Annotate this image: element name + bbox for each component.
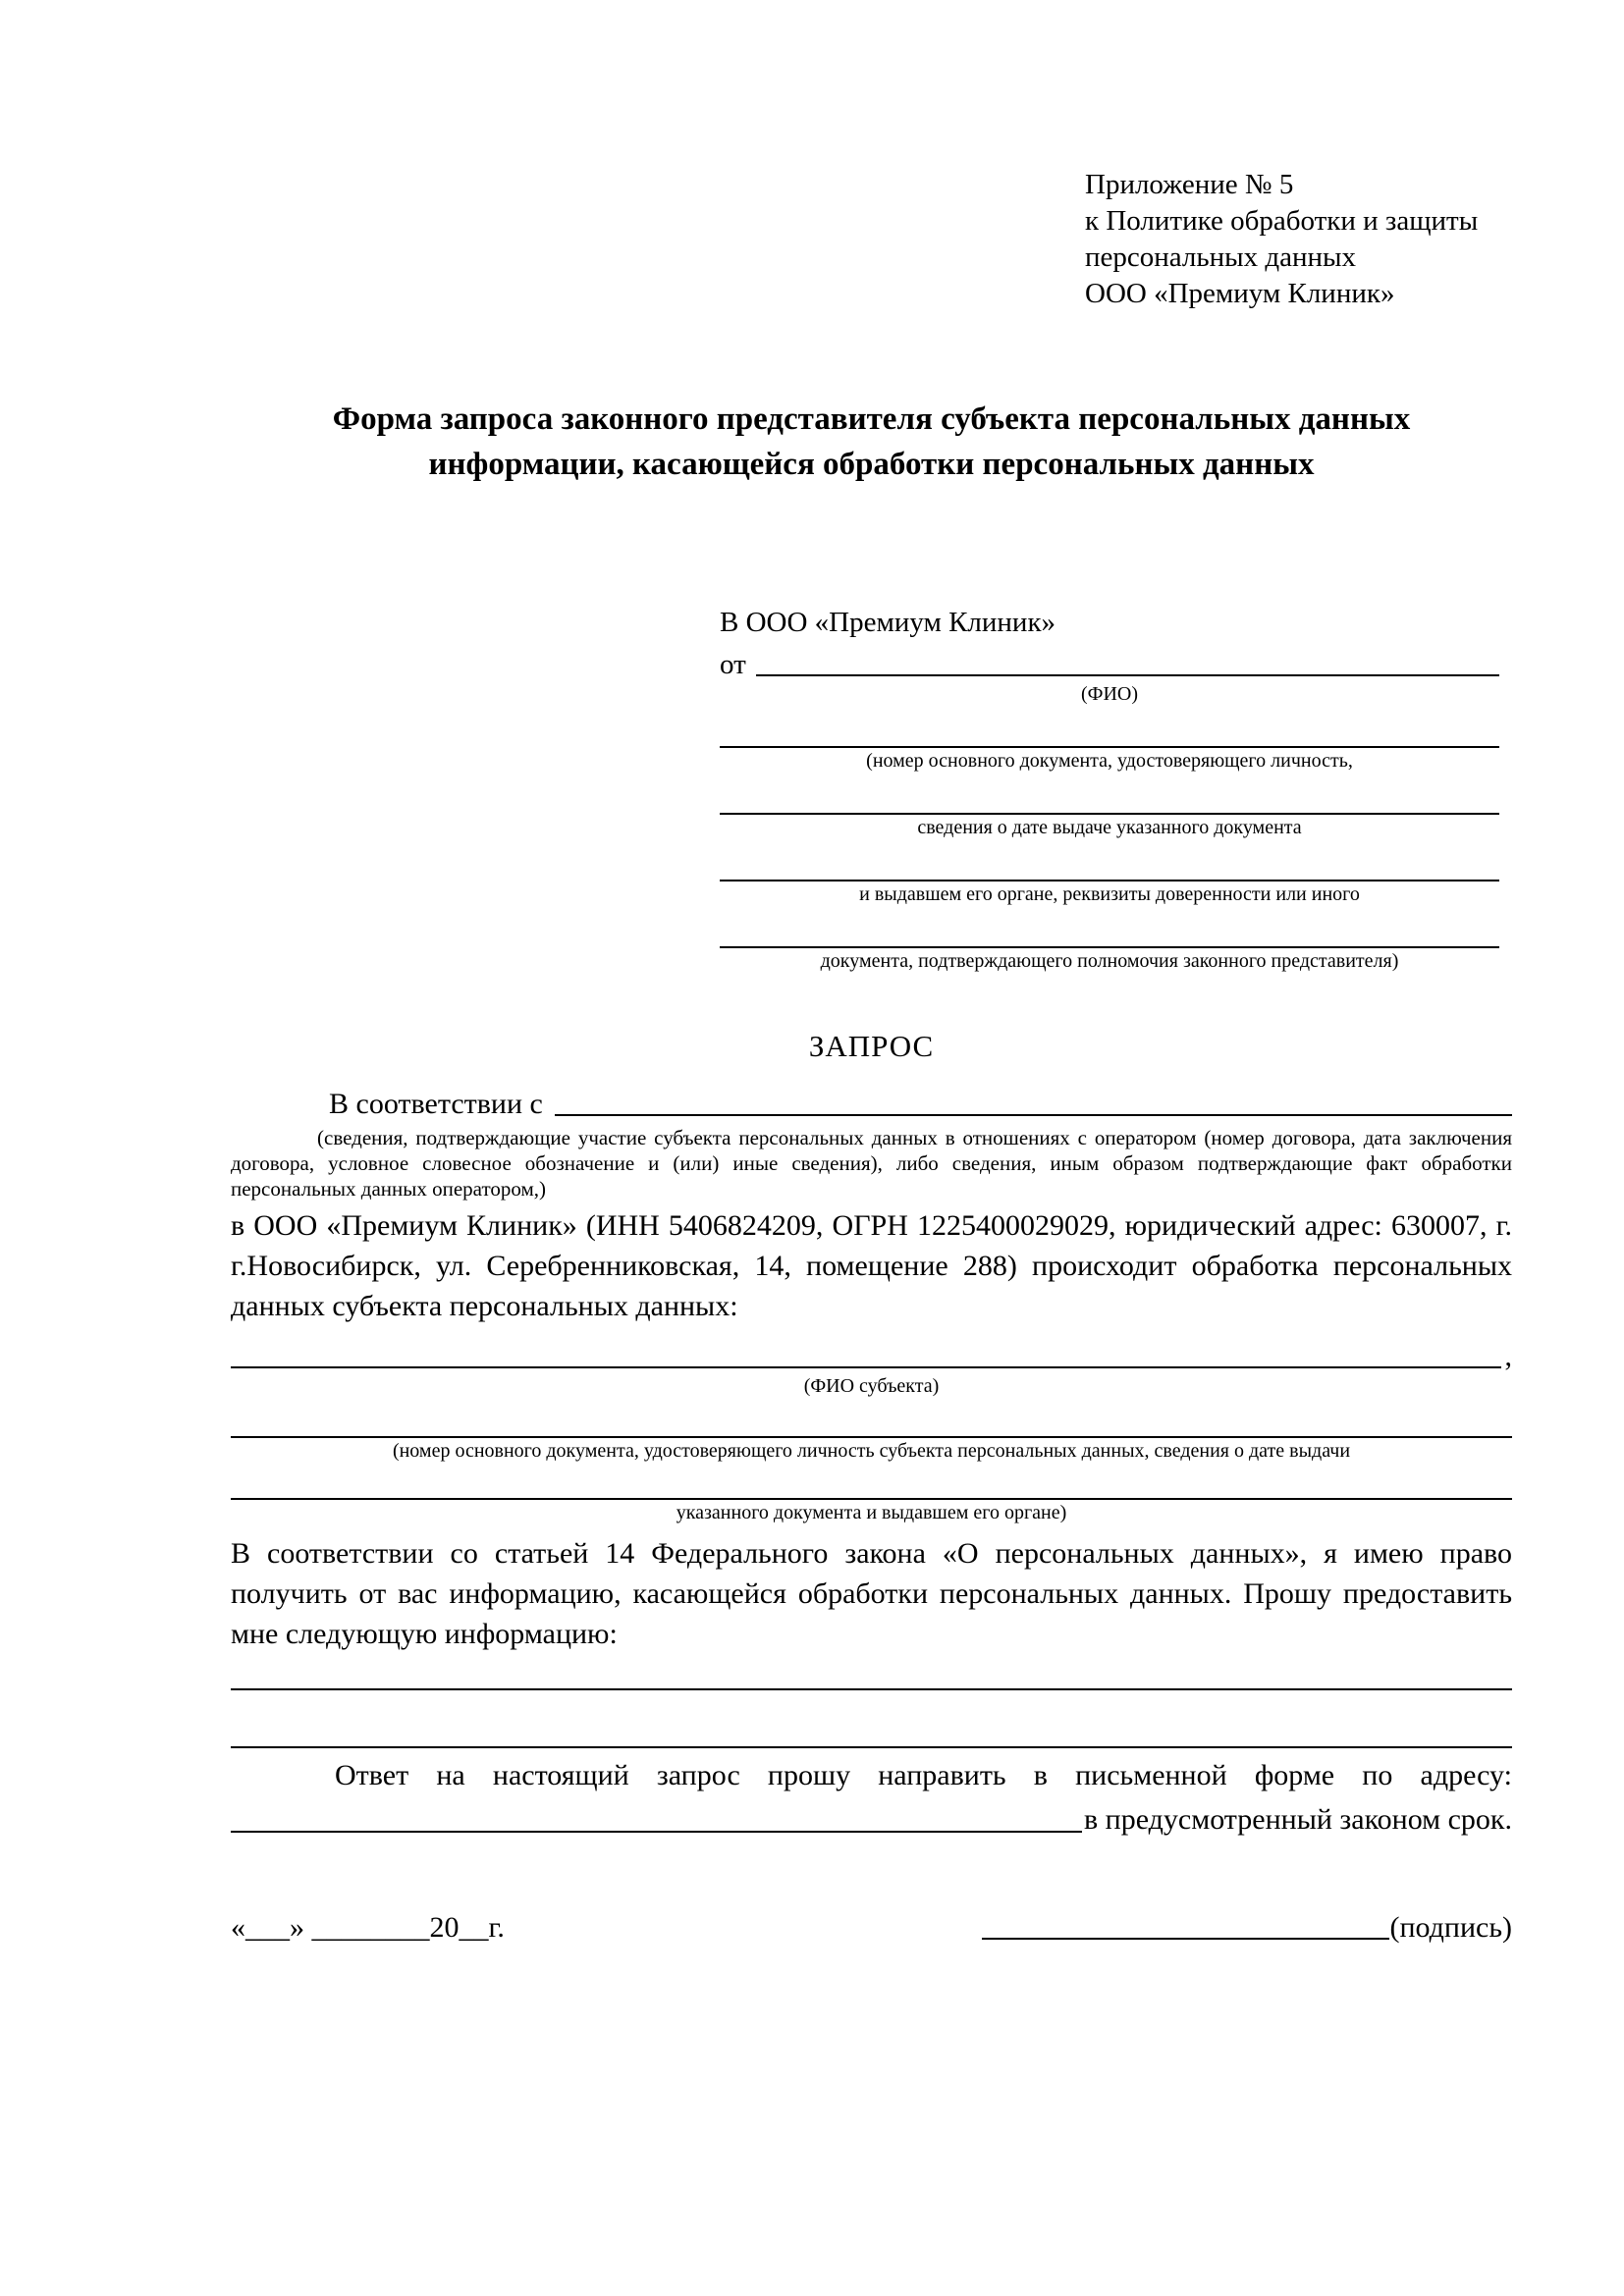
reply-paragraph: Ответ на настоящий запрос прошу направить в письменной форме по адресу: <box>335 1759 1512 1791</box>
subject-doc-caption-top: (номер основного документа, удостоверяющего личность субъекта персональных данных, сведения о дате выдачи <box>392 1440 1351 1462</box>
doc-fill-line <box>720 707 1499 748</box>
recipient-to: В ООО «Премиум Клиник» <box>720 607 1056 638</box>
fio-caption: (ФИО) <box>1080 683 1138 705</box>
footer-row <box>231 1911 1512 1945</box>
document-title <box>231 397 1512 487</box>
doc-caption: (номер основного документа, удостоверяющего личность, <box>866 750 1353 772</box>
accordance-footnote: (сведения, подтверждающие участие субъекта персональных данных в отношениях с оператором (номер договора, дата заключения договора, условное словесное обозначение и (или) иные сведения), либо сведения, иным образом подтверждающие факт обработки персональных данных оператором,) <box>231 1126 1512 1201</box>
subject-doc-caption-bottom: указанного документа и выдавшем его органе) <box>676 1502 1067 1523</box>
doc-fill-line <box>720 840 1499 881</box>
subject-fio-fill-line <box>231 1366 1501 1368</box>
request-heading: ЗАПРОС <box>808 1029 935 1063</box>
accordance-fill-line <box>555 1114 1512 1116</box>
recipient-block <box>720 603 1499 974</box>
doc-fill-line <box>720 774 1499 815</box>
accordance-label: В соответствии с <box>329 1088 543 1120</box>
info-fill-line <box>231 1690 1512 1748</box>
info-fill-line <box>231 1654 1512 1690</box>
reply-address-row <box>231 1795 1512 1837</box>
subject-fio-row <box>231 1326 1512 1373</box>
from-label: от <box>720 649 746 680</box>
signature-fill-line <box>982 1938 1389 1940</box>
subject-line-comma: , <box>1504 1340 1512 1372</box>
appendix-block <box>1085 167 1512 312</box>
subject-fio-caption: (ФИО субъекта) <box>803 1375 940 1397</box>
appendix-line: персональных данных <box>1085 241 1357 273</box>
subject-doc-fill-line <box>231 1399 1512 1438</box>
signature-group <box>982 1911 1512 1945</box>
date-blank: «___» ________20__г. <box>231 1911 505 1944</box>
signature-caption: (подпись) <box>1389 1911 1512 1944</box>
reply-tail: в предусмотренный законом срок. <box>1084 1803 1512 1836</box>
title-line: информации, касающейся обработки персональных данных <box>428 447 1315 482</box>
operator-paragraph: в ООО «Премиум Клиник» (ИНН 5406824209, ОГРН 1225400029029, юридический адрес: 630007, г. г.Новосибирск, ул. Серебренниковская, 14, помещение 288) происходит обработка персональных данных субъекта персональных данных: <box>231 1209 1512 1322</box>
title-line: Форма запроса законного представителя субъекта персональных данных <box>332 401 1411 437</box>
fio-fill-line <box>756 674 1499 676</box>
appendix-line: к Политике обработки и защиты <box>1085 205 1479 237</box>
doc-caption: сведения о дате выдаче указанного документа <box>917 817 1302 838</box>
from-row <box>720 642 1499 681</box>
doc-fill-line <box>720 907 1499 948</box>
law-paragraph: В соответствии со статьей 14 Федерального закона «О персональных данных», я имею право получить от вас информацию, касающейся обработки персональных данных. Прошу предоставить мне следующую информацию: <box>231 1537 1512 1650</box>
accordance-row <box>231 1078 1512 1121</box>
appendix-line: ООО «Премиум Клиник» <box>1085 278 1395 309</box>
reply-address-fill-line <box>231 1831 1082 1833</box>
doc-caption: и выдавшем его органе, реквизиты доверенности или иного <box>859 883 1360 905</box>
doc-caption: документа, подтверждающего полномочия законного представителя) <box>820 950 1399 972</box>
subject-doc-fill-line <box>231 1464 1512 1500</box>
appendix-line: Приложение № 5 <box>1085 169 1294 200</box>
